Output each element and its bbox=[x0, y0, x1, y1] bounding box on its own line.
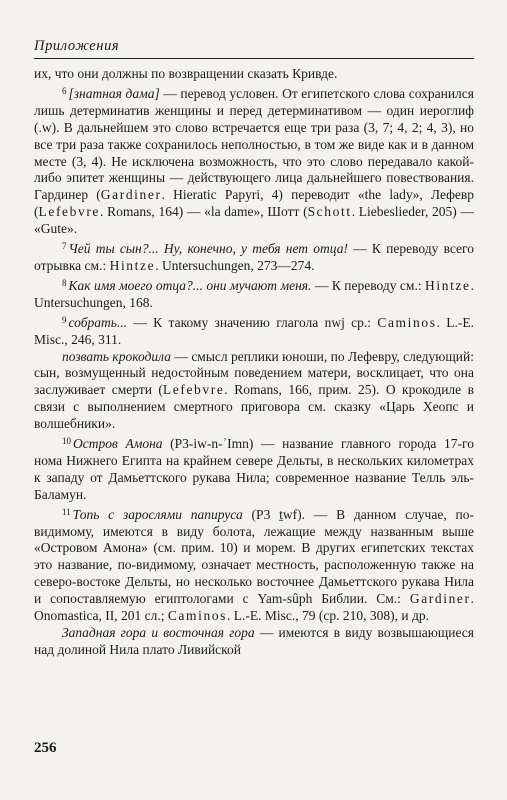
author-name: Caminos bbox=[167, 608, 228, 624]
note-number: 9 bbox=[62, 314, 67, 325]
note-term: [знатная дама] bbox=[68, 85, 160, 101]
note-number: 8 bbox=[62, 277, 67, 288]
note-text: . Hieratic Papyri, 4) переводит «the lady», Лефевр ( bbox=[34, 187, 474, 220]
note-text: . Liebeslieder, 205) — «Gute». bbox=[34, 204, 474, 237]
note-6 bbox=[34, 83, 474, 238]
note-text: . Untersuchungen, 273—274. bbox=[155, 257, 315, 273]
note-text: — смысл реплики юноши, по Лефевру, следующий: сын, возмущенный недостойным поведением матери, восклицает, что она заслуживает смерти ( bbox=[34, 348, 474, 398]
note-text: (P3-iw-n-ʾImn) — название главного города 17-го нома Нижнего Египта на крайнем севере Дельты, в нескольких километрах к западу от Дамьеттского рукава Нила; современное название Телль эль-Баламун. bbox=[34, 436, 474, 502]
note-term: позвать крокодила bbox=[62, 348, 171, 364]
note-term: Как имя моего отца?... они мучают меня. bbox=[68, 277, 312, 293]
note-number: 10 bbox=[62, 436, 71, 447]
note-7 bbox=[34, 238, 474, 275]
note-term: Топь с зарослями папируса bbox=[72, 506, 243, 522]
author-name: Schott bbox=[307, 204, 352, 220]
note-12 bbox=[34, 625, 474, 659]
continuation-line: их, что они должны по возвращении сказать Кривде. bbox=[34, 66, 338, 81]
note-8 bbox=[34, 275, 474, 312]
note-text: — имеются в виду возвышающиеся над долиной Нила плато Ливийской bbox=[34, 625, 474, 657]
author-name: Gardiner bbox=[409, 591, 471, 607]
note-number: 11 bbox=[62, 506, 71, 517]
note-text: . L.-E. Misc., 246, 311. bbox=[34, 314, 474, 347]
note-text: — К такому значению глагола nwj ср.: bbox=[127, 314, 378, 330]
note-text: . Romans, 164) — «la dame», Шотт ( bbox=[100, 204, 308, 220]
author-name: Hintze bbox=[425, 277, 471, 293]
note-text: — К переводу см.: bbox=[311, 277, 426, 293]
header-rule bbox=[34, 58, 474, 59]
author-name: Caminos bbox=[377, 314, 437, 330]
note-number: 7 bbox=[62, 241, 67, 252]
note-term: собрать... bbox=[68, 314, 128, 330]
note-number: 6 bbox=[62, 85, 67, 96]
note-text: — К переводу всего отрывка см.: bbox=[34, 241, 474, 273]
page-number: 256 bbox=[34, 740, 57, 756]
note-text: . Onomastica, II, 201 сл.; bbox=[34, 591, 474, 624]
running-header: Приложения bbox=[34, 38, 120, 54]
page-body bbox=[34, 66, 474, 659]
note-9-sub bbox=[34, 349, 474, 434]
author-name: Gardiner bbox=[100, 187, 162, 203]
note-text: . L.-E. Misc., 79 (ср. 210, 308), и др. bbox=[227, 608, 429, 624]
author-name: Lefebvre bbox=[162, 382, 225, 398]
note-term: Остров Амона bbox=[73, 436, 163, 452]
note-term: Чей ты сын?... Ну, конечно, у тебя нет отца! bbox=[68, 241, 348, 257]
note-text: (P3 ṯwf). — В данном случае, по-видимому, имеются в виду болота, лежащие между названным выше «Островом Амона» (см. прим. 10) и морем. В других египетских текстах это название, по-видимому, означает местность, расположенную также на северо-востоке Дельты, но несколько восточнее Дамьеттского рукава Нила и сопоставляемую египтологами с Yam-sûph Библии. См.: bbox=[34, 506, 474, 607]
note-text: . Romans, 166, прим. 25). О крокодиле в связи с выполнением смертного приговора см. сказку «Царь Хеопс и волшебники». bbox=[34, 382, 474, 432]
author-name: Hintze bbox=[109, 257, 156, 273]
note-9 bbox=[34, 312, 474, 349]
note-11 bbox=[34, 504, 474, 625]
note-10 bbox=[34, 433, 474, 504]
note-term: Западная гора и восточная гора bbox=[62, 625, 255, 640]
author-name: Lefebvre bbox=[38, 204, 101, 220]
note-text: . Untersuchungen, 168. bbox=[34, 277, 474, 310]
note-text: — перевод условен. От египетского слова сохранился лишь детерминатив женщины и перед детерминативом — один иероглиф (.w). В дальнейшем это слово встречается еще три раза (3, 7; 4, 2; 4, 3), но все три раза также сохранилось неполностью, в том же виде как и в данном месте (3, 4). Не исключена возможность, что это слово передавало какой-либо эпитет женщины — действующего лица дальнейшего повествования. Гардинер ( bbox=[34, 85, 474, 203]
